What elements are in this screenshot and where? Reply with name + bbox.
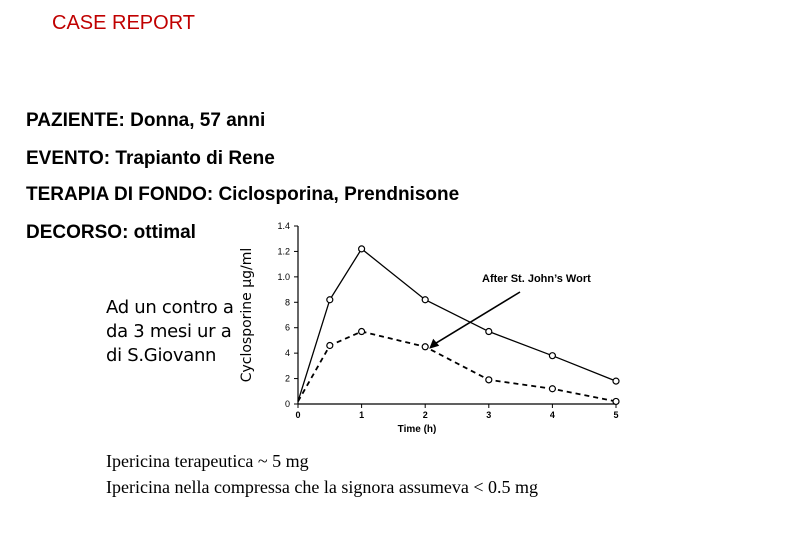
- therapy-line: TERAPIA DI FONDO: Ciclosporina, Prendnisone: [26, 184, 460, 205]
- y-tick-label: 1.4: [277, 221, 290, 231]
- y-tick-label: 8: [284, 297, 290, 308]
- data-point: [422, 297, 428, 303]
- note-tablet: Ipericina nella compressa che la signora assumeva < 0.5 mg: [106, 477, 538, 497]
- y-tick-label: 1.2: [277, 246, 290, 257]
- y-tick-label: 2: [284, 373, 290, 384]
- data-point: [486, 377, 492, 383]
- data-point: [327, 343, 333, 349]
- x-axis-label: Time (h): [397, 424, 437, 435]
- x-tick-label: 2: [422, 410, 428, 420]
- data-point: [486, 329, 492, 335]
- case-paragraph: Ad un contro a da 3 mesi ur a di S.Giovann: [106, 297, 234, 366]
- y-axis-label: [235, 222, 259, 407]
- x-tick-label: 3: [486, 410, 492, 420]
- y-tick-label: 6: [284, 322, 290, 333]
- x-tick-label: 5: [613, 410, 619, 420]
- data-point: [549, 353, 555, 359]
- note-therapeutic: Ipericina terapeutica ~ 5 mg: [106, 451, 309, 471]
- course-line: DECORSO: ottimal: [26, 222, 196, 243]
- annotation-label: After St. John’s Wort: [482, 273, 591, 285]
- data-point: [327, 297, 333, 303]
- data-point: [613, 378, 619, 384]
- data-point: [549, 386, 555, 392]
- chart-background: [242, 218, 642, 438]
- event-line: EVENTO: Trapianto di Rene: [26, 148, 275, 169]
- data-point: [359, 246, 365, 252]
- data-point: [422, 344, 428, 350]
- data-point: [613, 398, 619, 404]
- cyclosporine-chart: [242, 218, 642, 438]
- data-point: [359, 329, 365, 335]
- notes-block: [106, 448, 538, 500]
- y-tick-label: 4: [284, 348, 290, 359]
- page-title: CASE REPORT: [52, 12, 195, 34]
- x-tick-label: 1: [359, 410, 365, 420]
- chart-panel: [242, 218, 642, 438]
- x-tick-label: 0: [295, 410, 301, 420]
- x-tick-label: 4: [549, 410, 555, 420]
- patient-line: PAZIENTE: Donna, 57 anni: [26, 110, 266, 131]
- y-tick-label: 1.0: [277, 271, 290, 282]
- y-tick-label: 0: [284, 399, 290, 409]
- y-axis-label-text: Cyclosporine µg/ml: [239, 247, 255, 382]
